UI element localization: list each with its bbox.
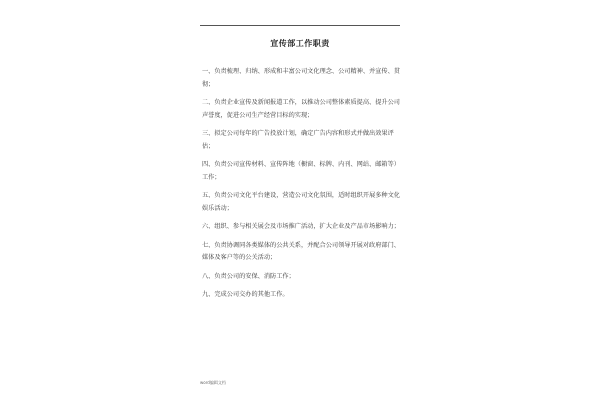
list-item xyxy=(202,289,402,302)
list-item xyxy=(202,221,402,234)
item-text: 完成公司交办的其他工作。 xyxy=(214,291,289,298)
item-text: 负责公司文化平台建设，营造公司文化氛围，适时组织开展多种文化娱乐活动； xyxy=(202,192,400,212)
item-number: 七、 xyxy=(202,241,215,249)
list-item xyxy=(202,66,402,91)
item-number: 三、 xyxy=(202,130,215,137)
item-number: 四、 xyxy=(202,161,215,168)
list-item xyxy=(202,271,402,284)
item-number: 九、 xyxy=(202,291,215,298)
list-item xyxy=(202,97,402,122)
item-number: 二、 xyxy=(202,99,215,106)
footer-note: word编辑文档 xyxy=(200,380,226,385)
list-item xyxy=(202,190,402,215)
item-text: 负责协调同各类媒体的公共关系，并配合公司领导开展对政府部门、媒体及客户等的公关活动； xyxy=(202,241,400,261)
header-rule xyxy=(200,25,400,26)
item-text: 负责梳理、归纳、形成和丰富公司文化理念、公司精神、并宣传、贯彻； xyxy=(202,68,400,88)
item-text: 负责企业宣传及新闻报道工作，以推动公司整体素质提高、提升公司声誉度，促进公司生产经营目标的实现； xyxy=(202,99,400,119)
item-text: 组织、参与相关展会及市场推广活动，扩大企业及产品市场影响力； xyxy=(214,223,400,230)
item-number: 六、 xyxy=(202,223,215,230)
item-text: 负责公司的安保、消防工作； xyxy=(214,272,295,280)
document-title: 宣传部工作职责 xyxy=(270,38,330,48)
list-item xyxy=(202,128,402,153)
item-text: 负责公司宣传材料、宣传阵地（橱窗、标牌、内刊、网站、邮箱等）工作； xyxy=(202,161,400,181)
list-item xyxy=(202,159,402,184)
item-number: 八、 xyxy=(202,272,215,280)
duty-list xyxy=(202,66,402,308)
item-number: 五、 xyxy=(202,192,215,199)
list-item xyxy=(202,240,402,265)
item-text: 拟定公司每年的广告投放计划，确定广告内容和形式并做出效果评估； xyxy=(202,130,394,150)
item-number: 一、 xyxy=(202,68,215,75)
